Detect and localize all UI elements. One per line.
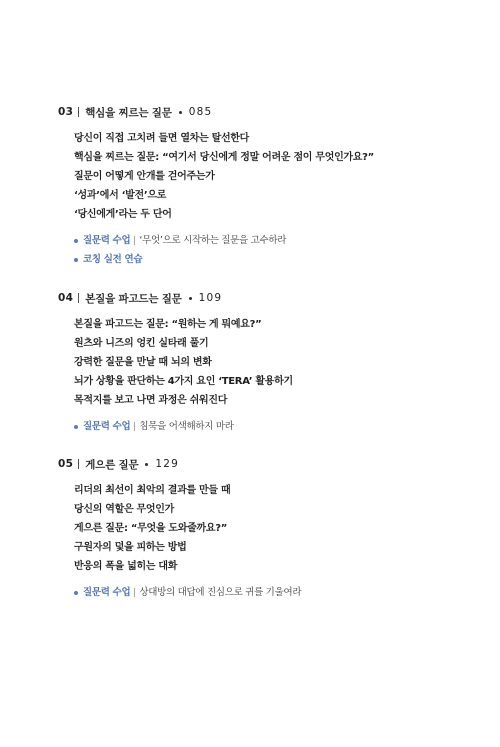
section-item[interactable]: 리더의 최선이 최악의 결과를 만들 때 [74,485,231,496]
extras-list [74,417,458,436]
page-number: 085 [188,106,213,118]
extra-text: ‘무엇’으로 시작하는 질문을 고수하라 [139,235,287,246]
dot-icon [189,297,192,300]
extras-list [74,231,458,269]
chapter-03 [58,104,458,269]
section-item[interactable]: 원츠와 니즈의 엉킨 실타래 풀기 [74,338,209,349]
dot-icon [145,463,148,466]
section-item[interactable]: 당신이 직접 고치려 들면 열차는 탈선한다 [74,133,250,144]
extra-item[interactable] [74,250,458,269]
divider [134,422,135,431]
divider [78,459,79,469]
chapter-title: 핵심을 찌르는 질문 [85,106,172,119]
page-number: 129 [155,458,180,470]
chapter-title: 게으른 질문 [85,458,139,471]
divider [134,236,135,245]
extra-item[interactable] [74,583,458,602]
page-number: 109 [198,292,223,304]
extra-text: 상대방의 대답에 진심으로 귀를 기울여라 [139,587,302,598]
section-list [74,315,458,410]
section-item[interactable]: 본질을 파고드는 질문: “원하는 게 뭐예요?” [74,319,262,330]
chapter-heading [58,104,458,120]
dot-icon [179,111,182,114]
chapter-04 [58,290,458,436]
divider [134,588,135,597]
extra-item[interactable] [74,417,458,436]
chapter-number: 03 [58,106,74,118]
chapter-05 [58,456,458,602]
section-list [74,129,458,224]
chapter-number: 05 [58,458,74,470]
extra-label: 코칭 실전 연습 [83,254,143,265]
section-item[interactable]: 핵심을 찌르는 질문: “여기서 당신에게 정말 어려운 점이 무엇인가요?” [74,152,374,163]
divider [78,107,79,117]
bullet-icon [74,258,78,262]
bullet-icon [74,591,78,595]
extra-text: 침묵을 어색해하지 마라 [139,421,234,432]
section-item[interactable]: 뇌가 상황을 판단하는 4가지 요인 ‘TERA’ 활용하기 [74,376,293,387]
bullet-icon [74,425,78,429]
section-item[interactable]: 구원자의 덫을 피하는 방법 [74,542,187,553]
bullet-icon [74,239,78,243]
section-item[interactable]: 반응의 폭을 넓히는 대화 [74,561,178,572]
section-item[interactable]: ‘성과’에서 ‘발전’으로 [74,190,167,201]
section-item[interactable]: 목적지를 보고 나면 과정은 쉬워진다 [74,395,228,406]
chapter-title: 본질을 파고드는 질문 [85,292,182,305]
section-item[interactable]: 질문이 어떻게 안개를 걷어주는가 [74,171,215,182]
section-item[interactable]: 게으른 질문: “무엇을 도와줄까요?” [74,523,227,534]
section-item[interactable]: 당신의 역할은 무엇인가 [74,504,174,515]
extra-item[interactable] [74,231,458,250]
divider [78,293,79,303]
chapter-number: 04 [58,292,74,304]
extra-label: 질문력 수업 [83,421,131,432]
section-item[interactable]: ‘당신에게’라는 두 단어 [74,209,172,220]
chapter-heading [58,290,458,306]
extra-label: 질문력 수업 [83,587,131,598]
section-list [74,481,458,576]
section-item[interactable]: 강력한 질문을 만날 때 뇌의 변화 [74,357,212,368]
extra-label: 질문력 수업 [83,235,131,246]
extras-list [74,583,458,602]
chapter-heading [58,456,458,472]
